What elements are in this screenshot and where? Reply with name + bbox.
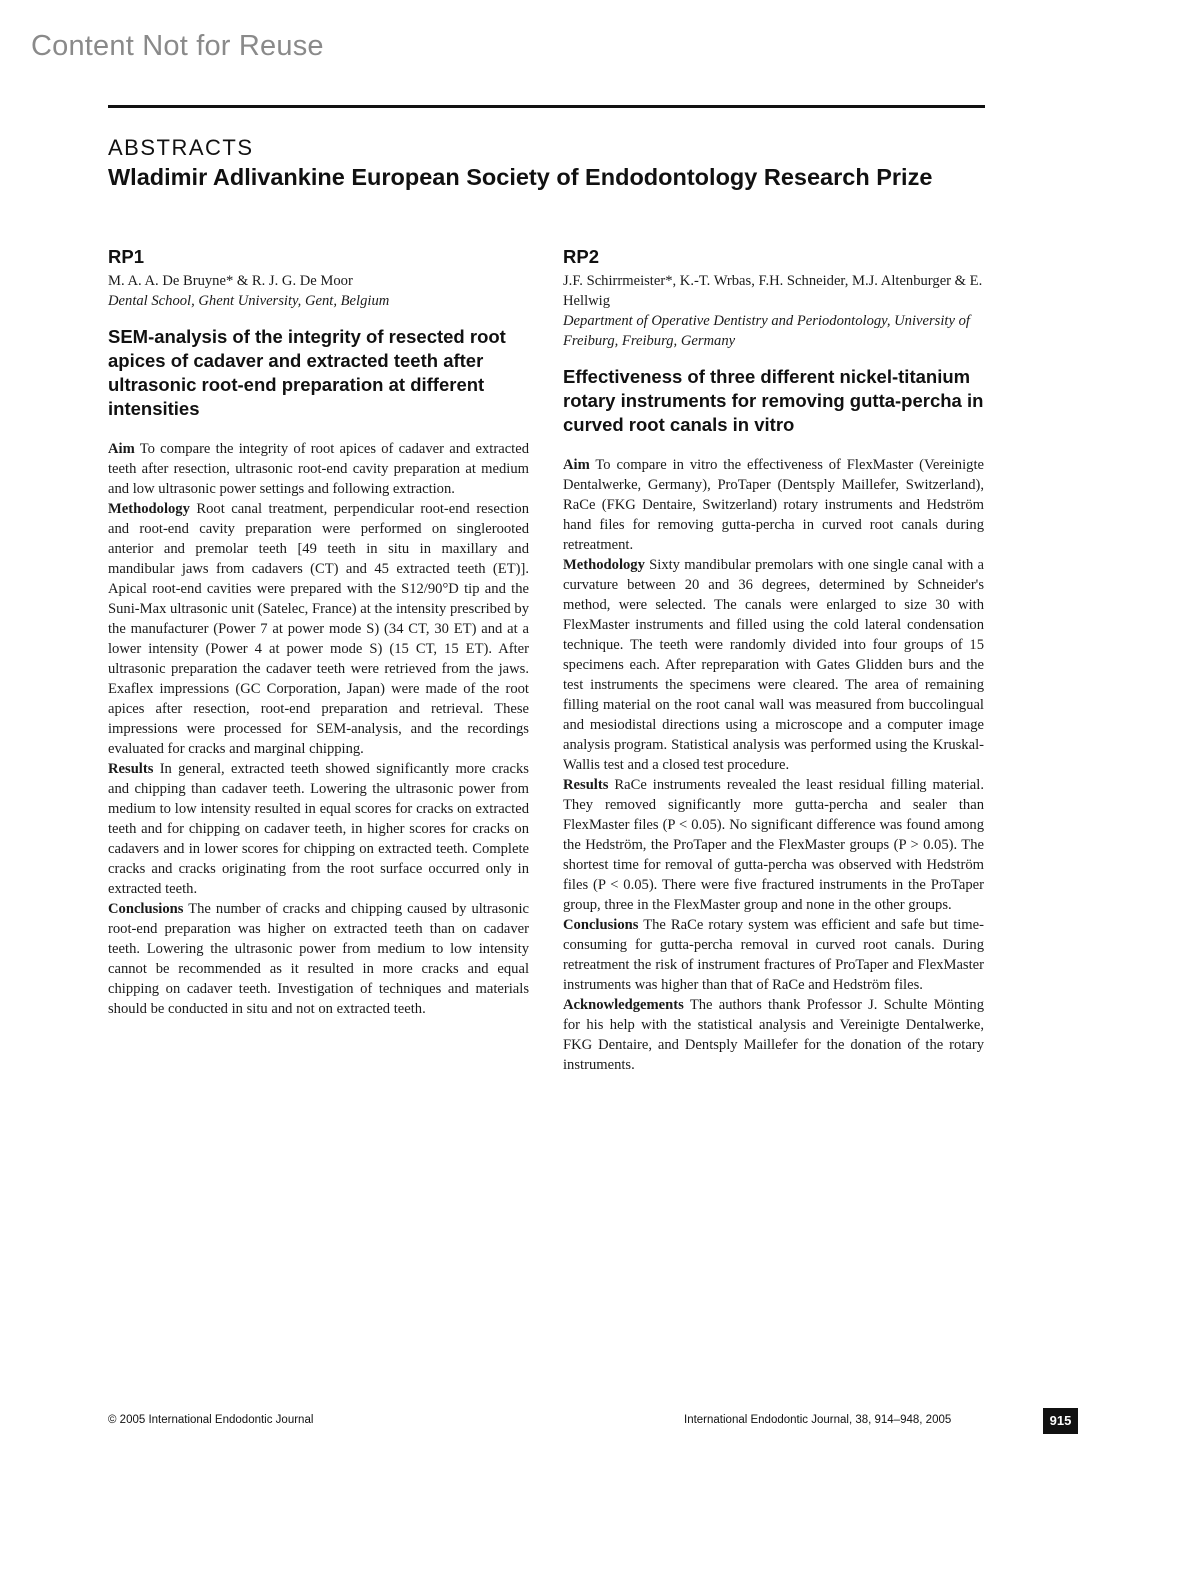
section-title: Wladimir Adlivankine European Society of Endodontology Research Prize — [108, 164, 933, 190]
abstract-results — [563, 775, 984, 915]
section-text: The RaCe rotary system was efficient and safe but time-consuming for gutta-percha removal in curved root canals. During retreatment the risk of instrument fractures of ProTaper and FlexMaster instruments was higher than that of RaCe and Hedström files. — [563, 917, 984, 993]
abstract-acknowledgements — [563, 995, 984, 1075]
section-lead: Aim — [108, 441, 135, 457]
abstract-title: Effectiveness of three different nickel-titanium rotary instruments for removing gutta-percha in curved root canals in vitro — [563, 366, 984, 435]
header-rule — [108, 105, 985, 108]
watermark-text: Content Not for Reuse — [31, 30, 324, 62]
abstract-methodology — [563, 555, 984, 775]
section-lead: Results — [108, 761, 154, 777]
abstract-title: SEM-analysis of the integrity of resected root apices of cadaver and extracted teeth after ultrasonic root-end preparation at different intensities — [108, 326, 506, 419]
section-text: The number of cracks and chipping caused by ultrasonic root-end preparation was higher on extracted teeth than on cadaver teeth. Lowering the ultrasonic power from medium to low intensity cannot be recommended as it resulted in more cracks and equal chipping on cadaver teeth. Investigation of techniques and materials should be conducted in situ and not on extracted teeth. — [108, 901, 530, 1017]
section-lead: Results — [563, 777, 609, 793]
footer-citation: International Endodontic Journal, 38, 914–948, 2005 — [684, 1414, 952, 1426]
section-lead: Methodology — [563, 557, 645, 573]
section-text: RaCe instruments revealed the least residual filling material. They removed significantly more gutta-percha and sealer than FlexMaster files (P < 0.05). No significant difference was found among the Hedström, the ProTaper and the FlexMaster groups (P > 0.05). The shortest time for removal of gutta-percha was observed with Hedström files (P < 0.05). There were five fractured instruments in the ProTaper group, three in the FlexMaster group and none in the other groups. — [563, 777, 984, 913]
abstract-rp2 — [563, 246, 984, 1075]
section-text: To compare in vitro the effectiveness of FlexMaster (Vereinigte Dentalwerke, Germany), ProTaper (Dentsply Maillefer, Switzerland), RaCe (FKG Dentaire, Switzerland) rotary instruments and Hedström hand files for removing gutta-percha in curved root canals during retreatment. — [563, 457, 984, 553]
abstract-code: RP2 — [563, 246, 599, 267]
abstract-aim — [108, 439, 529, 499]
section-text: In general, extracted teeth showed significantly more cracks and chipping than cadaver teeth. Lowering the ultrasonic power from medium to low intensity resulted in equal scores for cracks on extracted teeth and for chipping on cadaver teeth, in higher scores for cracks on cadavers and in lower scores for chipping on extracted teeth. Complete cracks and cracks originating from the root surface occurred only in extracted teeth. — [108, 761, 529, 897]
page-number: 915 — [1043, 1408, 1078, 1434]
section-text: The authors thank Professor J. Schulte Mönting for his help with the statistical analysis and Vereinigte Dentalwerke, FKG Dentaire, and Dentsply Maillefer for the donation of the rotary instruments. — [563, 997, 985, 1073]
footer-copyright: © 2005 International Endodontic Journal — [108, 1414, 314, 1426]
abstract-conclusions — [108, 899, 529, 1019]
abstract-rp1 — [108, 246, 529, 1019]
abstract-results — [108, 759, 529, 899]
abstract-aim — [563, 455, 984, 555]
section-lead: Aim — [563, 457, 590, 473]
section-lead: Conclusions — [563, 917, 639, 933]
abstract-methodology — [108, 499, 529, 759]
section-lead: Methodology — [108, 501, 190, 517]
abstract-authors: M. A. A. De Bruyne* & R. J. G. De Moor — [108, 273, 353, 289]
abstract-authors: J.F. Schirrmeister*, K.-T. Wrbas, F.H. Schneider, M.J. Altenburger & E. Hellwig — [563, 273, 983, 309]
section-text: Root canal treatment, perpendicular root-end resection and root-end cavity preparation were performed on singlerooted anterior and premolar teeth [49 teeth in situ in maxillary and mandibular jaws from cadavers (CT) and 45 extracted teeth (ET)]. Apical root-end cavities were prepared with the S12/90°D tip and the Suni-Max ultrasonic unit (Satelec, France) at the intensity prescribed by the manufacturer (Power 7 at power mode S) (34 CT, 30 ET) and at a lower intensity (Power 4 at power mode S) (15 CT, 15 ET). After ultrasonic preparation the cadaver teeth were retrieved from the jaws. Exaflex impressions (GC Corporation, Japan) were made of the root apices after resection, root-end preparation and retrieval. These impressions were processed for SEM-analysis, and the recordings evaluated for cracks and marginal chipping. — [108, 501, 529, 757]
section-text: To compare the integrity of root apices of cadaver and extracted teeth after resection, ultrasonic root-end cavity preparation at medium and low ultrasonic power settings and following extraction. — [108, 441, 529, 497]
section-text: Sixty mandibular premolars with one single canal with a curvature between 20 and 36 degrees, determined by Schneider's method, were selected. The canals were enlarged to size 30 with FlexMaster instruments and filled using the cold lateral condensation technique. The teeth were randomly divided into four groups of 15 specimens each. After repreparation with Gates Glidden burs and the test instruments the specimens were cleared. The area of remaining filling material on the root canal wall was measured from buccolingual and mesiodistal directions using a microscope and a computer image analysis program. Statistical analysis was performed using the Kruskal-Wallis test and a closed test procedure. — [563, 557, 984, 773]
abstract-code: RP1 — [108, 246, 144, 267]
section-lead: Conclusions — [108, 901, 184, 917]
abstract-affiliation: Department of Operative Dentistry and Periodontology, University of Freiburg, Freiburg, Germany — [563, 313, 970, 349]
abstract-conclusions — [563, 915, 984, 995]
section-lead: Acknowledgements — [563, 997, 684, 1013]
section-label: ABSTRACTS — [108, 135, 254, 160]
abstract-affiliation: Dental School, Ghent University, Gent, Belgium — [108, 293, 390, 309]
